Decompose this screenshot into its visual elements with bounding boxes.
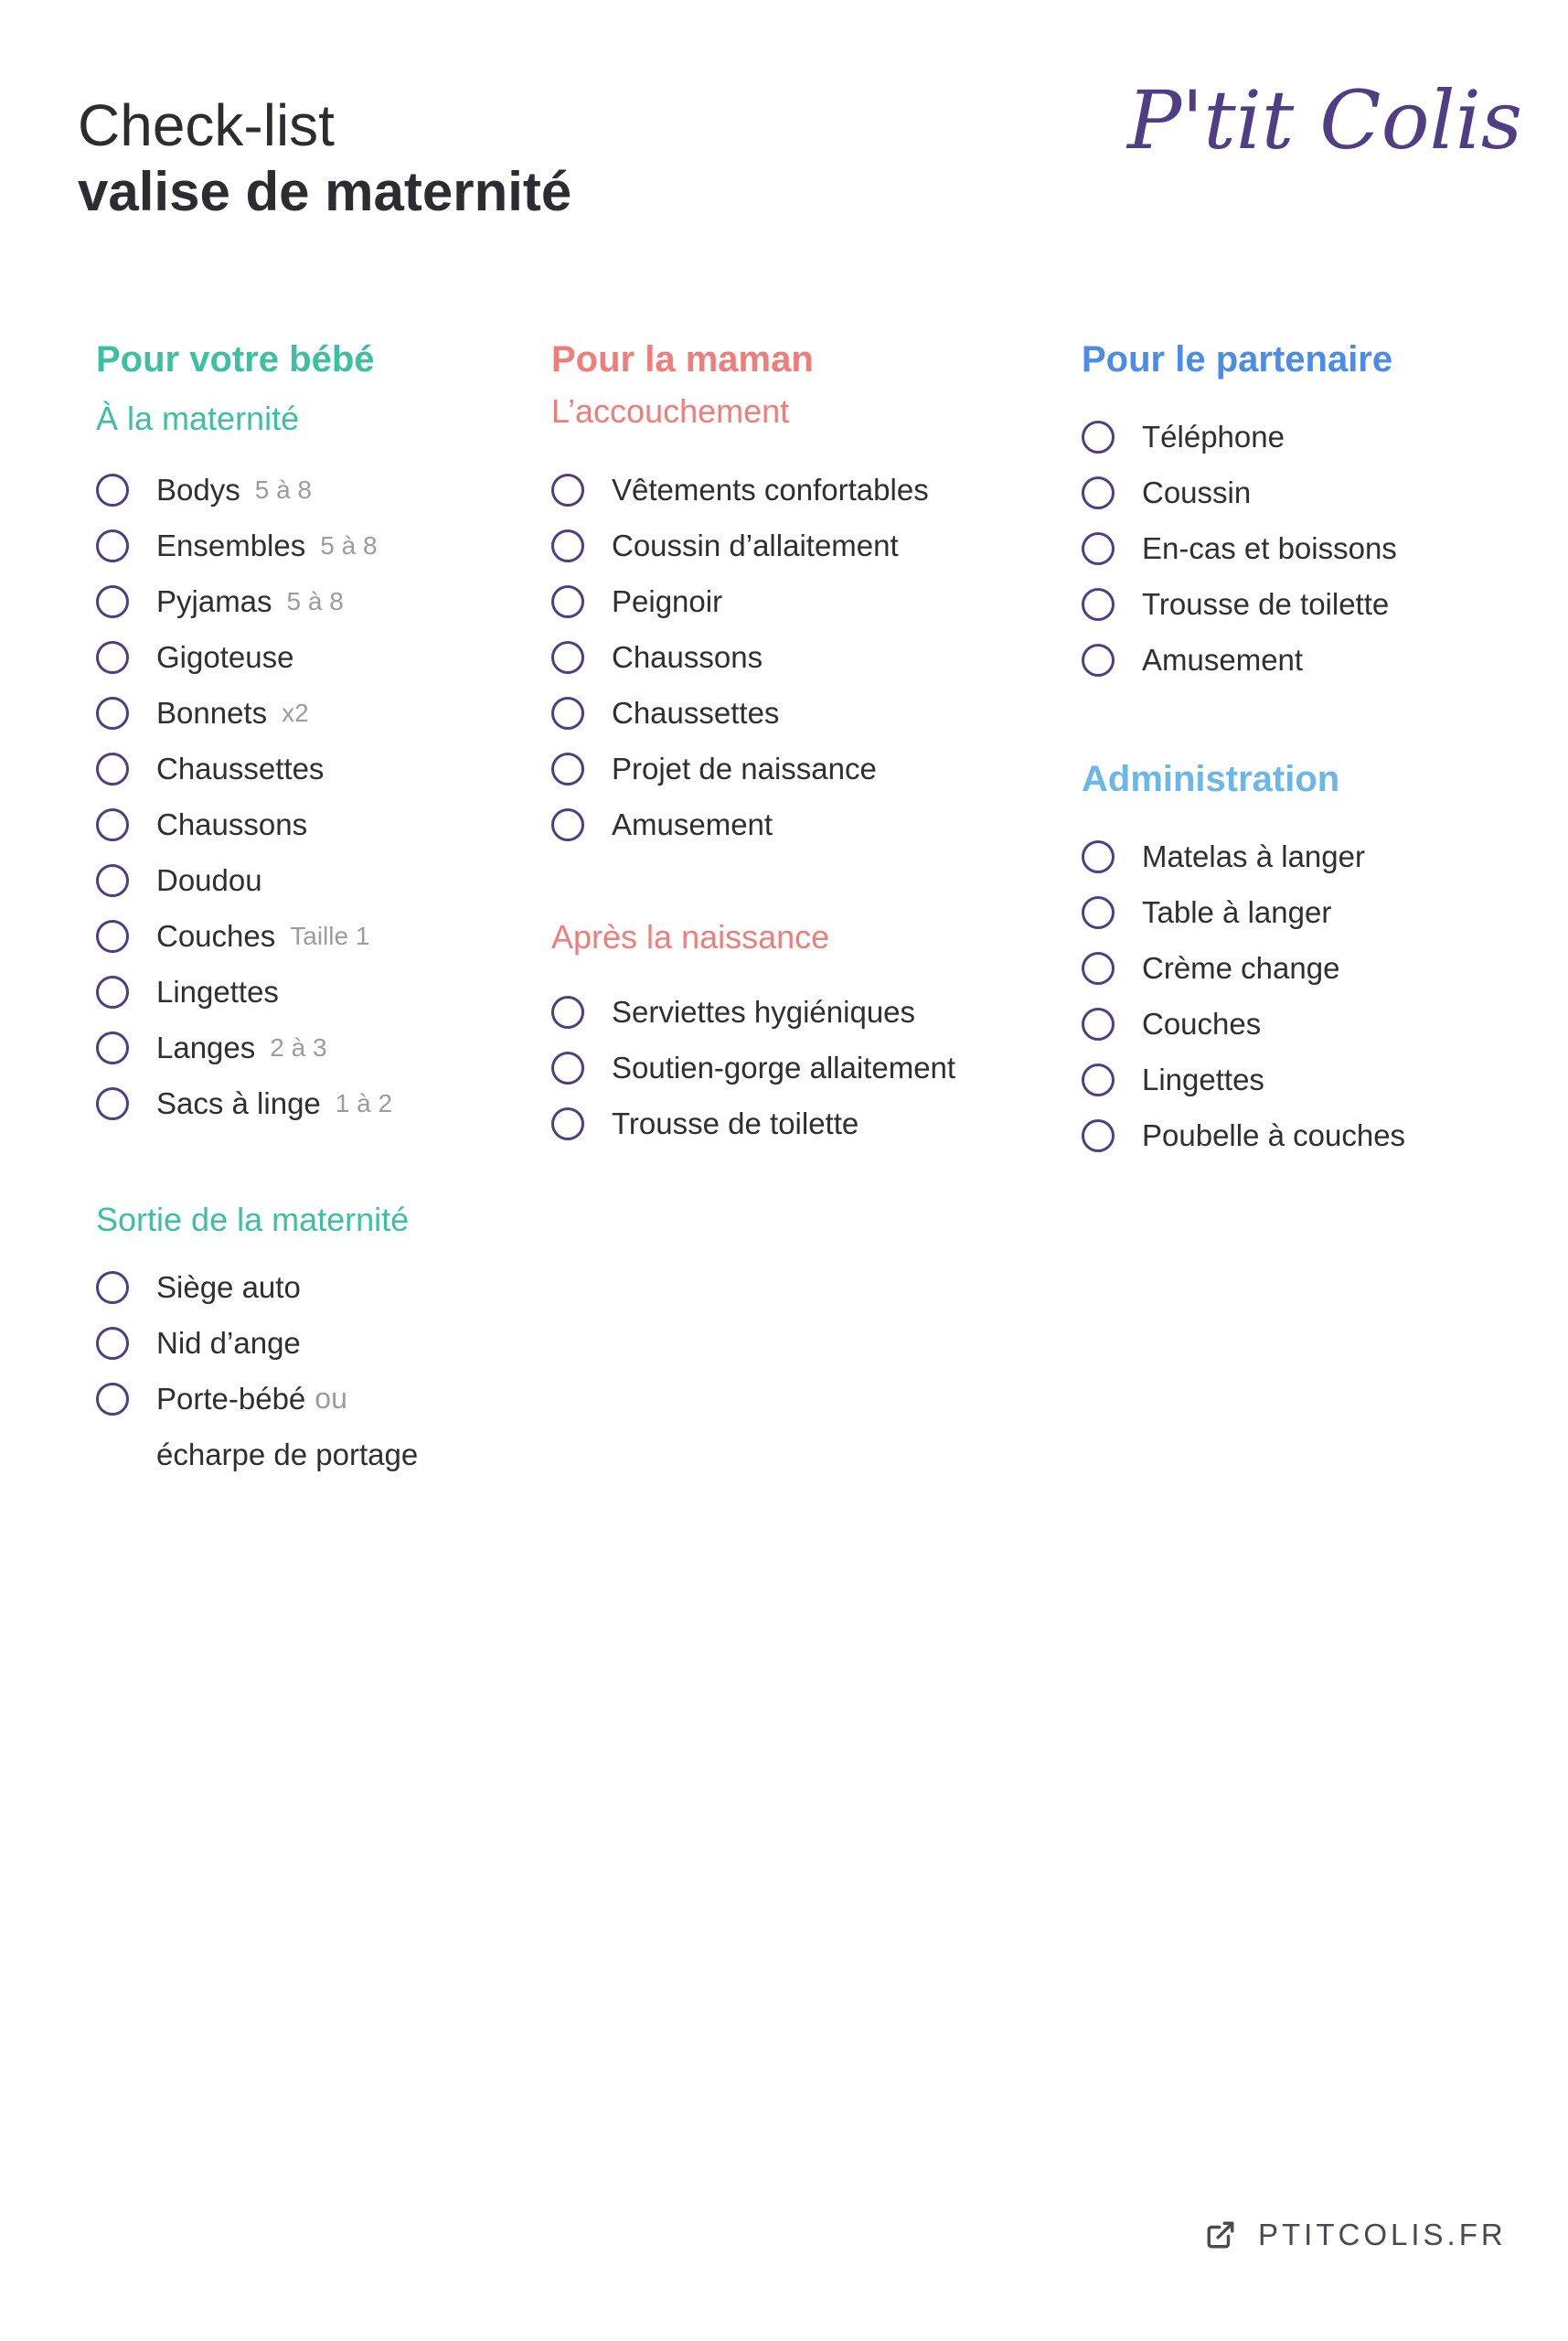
admin-list — [1082, 828, 1520, 1163]
item-label: Siège auto — [156, 1269, 301, 1304]
partner-section-title: Pour le partenaire — [1082, 339, 1393, 379]
list-item[interactable] — [551, 1040, 1027, 1096]
item-label: Projet de naissance — [612, 751, 877, 786]
item-label: Ensembles — [156, 528, 306, 562]
list-item[interactable] — [96, 629, 517, 685]
checkbox[interactable] — [96, 1383, 129, 1416]
list-item[interactable] — [1082, 1052, 1520, 1107]
list-item[interactable] — [1082, 996, 1520, 1052]
list-item[interactable] — [96, 852, 517, 908]
list-item[interactable] — [96, 1075, 517, 1131]
checkbox[interactable] — [1082, 1008, 1115, 1041]
checkbox[interactable] — [1082, 421, 1115, 454]
item-label: Crème change — [1142, 950, 1340, 985]
list-item[interactable] — [551, 1096, 1027, 1151]
item-label: En-cas et boissons — [1142, 530, 1397, 565]
mom-column — [551, 334, 1027, 1151]
item-quantity: Taille 1 — [290, 921, 370, 950]
list-item[interactable] — [96, 1259, 517, 1315]
item-label: Gigoteuse — [156, 639, 294, 674]
list-item[interactable] — [96, 685, 517, 741]
checkbox[interactable] — [96, 808, 129, 841]
checkbox[interactable] — [96, 697, 129, 730]
item-label: Peignoir — [612, 583, 723, 618]
checkbox[interactable] — [96, 976, 129, 1009]
after-birth-list — [551, 984, 1027, 1151]
list-item[interactable] — [1082, 409, 1520, 465]
checkbox[interactable] — [96, 864, 129, 897]
exit-subtitle: Sortie de la maternité — [96, 1201, 410, 1238]
item-label: Bodys — [156, 472, 240, 507]
checkbox[interactable] — [1082, 476, 1115, 509]
item-quantity: 5 à 8 — [254, 475, 312, 504]
checkbox[interactable] — [96, 920, 129, 953]
item-label: Coussin — [1142, 475, 1252, 509]
checkbox[interactable] — [96, 1087, 129, 1120]
checkbox[interactable] — [551, 1052, 584, 1085]
list-item[interactable] — [1082, 465, 1520, 520]
item-label: Téléphone — [1142, 419, 1285, 454]
list-item[interactable] — [551, 741, 1027, 796]
checkbox[interactable] — [96, 1032, 129, 1064]
item-quantity: 1 à 2 — [335, 1088, 393, 1117]
baby-column — [96, 334, 517, 1482]
list-item[interactable] — [551, 462, 1027, 518]
list-item[interactable] — [551, 984, 1027, 1040]
checkbox[interactable] — [96, 753, 129, 786]
item-label: Nid d’ange — [156, 1325, 301, 1360]
checkbox[interactable] — [1082, 588, 1115, 621]
list-item[interactable] — [1082, 576, 1520, 632]
item-label: Bonnets — [156, 695, 268, 730]
item-label: Vêtements confortables — [612, 472, 929, 507]
list-item[interactable] — [96, 796, 517, 852]
delivery-list — [551, 462, 1027, 852]
checkbox[interactable] — [1082, 532, 1115, 565]
item-label: Trousse de toilette — [612, 1106, 859, 1140]
item-label: Chaussettes — [156, 751, 325, 786]
item-or-text: ou — [315, 1382, 347, 1415]
ptitcolis-logo — [1120, 64, 1523, 174]
item-label: Soutien-gorge allaitement — [612, 1050, 956, 1085]
list-item[interactable] — [96, 1371, 517, 1427]
list-item[interactable] — [96, 741, 517, 796]
checkbox[interactable] — [96, 641, 129, 674]
list-item[interactable] — [1082, 940, 1520, 996]
item-quantity: 5 à 8 — [286, 586, 344, 615]
list-item[interactable] — [96, 964, 517, 1020]
item-label: Matelas à langer — [1142, 839, 1365, 873]
list-item[interactable] — [96, 573, 517, 629]
website-link-text[interactable]: PTITCOLIS.FR — [1258, 2218, 1507, 2251]
item-label: Chaussons — [612, 639, 763, 674]
list-item[interactable] — [1082, 884, 1520, 940]
checkbox[interactable] — [1082, 840, 1115, 873]
list-item[interactable] — [1082, 632, 1520, 688]
item-label: Table à langer — [1142, 894, 1332, 929]
admin-section-title: Administration — [1082, 759, 1340, 799]
item-label: Pyjamas — [156, 583, 272, 618]
item-label: Langes — [156, 1030, 256, 1064]
checkbox[interactable] — [1082, 1064, 1115, 1096]
item-label: Porte-bébé — [156, 1381, 306, 1416]
item-label: Couches — [1142, 1006, 1262, 1041]
item-label: Coussin d’allaitement — [612, 528, 899, 562]
checkbox[interactable] — [551, 697, 584, 730]
item-label: Doudou — [156, 862, 262, 897]
page-title-line1: Check-list — [78, 92, 335, 158]
checkbox[interactable] — [96, 1327, 129, 1360]
maternity-subtitle: À la maternité — [96, 400, 300, 437]
checkbox[interactable] — [1082, 1119, 1115, 1152]
item-label: Couches — [156, 918, 276, 953]
checkbox[interactable] — [551, 996, 584, 1029]
list-item[interactable] — [551, 796, 1027, 852]
list-item[interactable] — [1082, 1107, 1520, 1163]
list-item[interactable] — [96, 1315, 517, 1371]
item-continuation: écharpe de portage — [156, 1437, 419, 1471]
checkbox[interactable] — [96, 585, 129, 618]
item-quantity: x2 — [282, 698, 309, 727]
checkbox[interactable] — [551, 585, 584, 618]
checkbox[interactable] — [551, 474, 584, 507]
list-item[interactable] — [551, 518, 1027, 573]
logo-text: P'tit Colis — [1127, 73, 1523, 167]
website-link[interactable] — [1205, 2218, 1507, 2252]
list-item[interactable] — [551, 573, 1027, 629]
item-label: Serviettes hygiéniques — [612, 994, 916, 1029]
item-label: Poubelle à couches — [1142, 1117, 1406, 1152]
item-label: Trousse de toilette — [1142, 586, 1390, 621]
checkbox[interactable] — [96, 529, 129, 562]
checkbox[interactable] — [551, 1107, 584, 1140]
list-item[interactable] — [1082, 520, 1520, 576]
exit-list — [96, 1259, 517, 1427]
mom-section-title: Pour la maman — [551, 339, 814, 379]
baby-section-title: Pour votre bébé — [96, 339, 375, 379]
list-item[interactable] — [551, 685, 1027, 741]
item-label: Chaussettes — [612, 695, 780, 730]
item-label: Sacs à linge — [156, 1085, 321, 1120]
delivery-subtitle: L’accouchement — [551, 392, 790, 430]
list-item[interactable] — [96, 908, 517, 964]
list-item[interactable] — [96, 1020, 517, 1075]
partner-column — [1082, 334, 1520, 1163]
item-quantity: 5 à 8 — [320, 530, 378, 560]
maternity-list — [96, 462, 517, 1131]
checkbox[interactable] — [96, 474, 129, 507]
external-link-icon — [1205, 2219, 1236, 2250]
item-quantity: 2 à 3 — [270, 1032, 327, 1062]
list-item[interactable] — [96, 462, 517, 518]
list-item[interactable] — [96, 518, 517, 573]
checkbox[interactable] — [551, 529, 584, 562]
checkbox[interactable] — [1082, 952, 1115, 985]
list-item[interactable] — [1082, 828, 1520, 884]
item-label: Lingettes — [156, 974, 279, 1009]
partner-list — [1082, 409, 1520, 688]
after-birth-subtitle: Après la naissance — [551, 918, 830, 956]
checkbox[interactable] — [551, 808, 584, 841]
checkbox[interactable] — [96, 1271, 129, 1304]
checkbox[interactable] — [1082, 644, 1115, 677]
checkbox[interactable] — [1082, 896, 1115, 929]
item-label: Amusement — [612, 807, 773, 841]
item-label: Lingettes — [1142, 1062, 1264, 1096]
item-label: Chaussons — [156, 807, 308, 841]
page-title-line2: valise de maternité — [78, 161, 572, 222]
checkbox[interactable] — [551, 641, 584, 674]
item-label: Amusement — [1142, 642, 1304, 677]
checkbox[interactable] — [551, 753, 584, 786]
list-item[interactable] — [551, 629, 1027, 685]
